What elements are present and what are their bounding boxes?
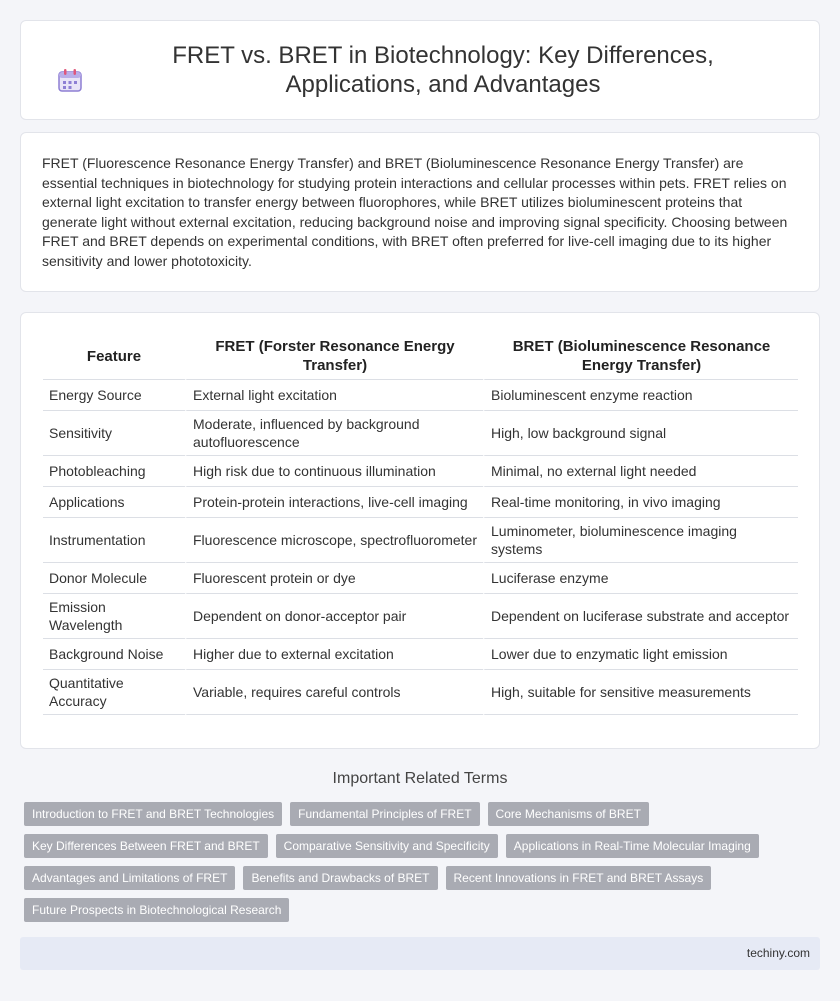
table-cell: Lower due to enzymatic light emission [483,639,798,670]
table-row [43,670,798,715]
related-term-tag[interactable]: Future Prospects in Biotechnological Research [24,898,289,922]
comparison-table-card [20,312,820,749]
related-term-tag[interactable]: Core Mechanisms of BRET [488,802,649,826]
table-cell: Donor Molecule [43,563,185,594]
table-cell: Dependent on donor-acceptor pair [185,594,483,639]
table-cell: High risk due to continuous illumination [185,456,483,487]
table-header-row [43,333,798,380]
intro-paragraph: FRET (Fluorescence Resonance Energy Transfer) and BRET (Bioluminescence Resonance Energy Transfer) are essential techniques in biotechnology for studying protein interactions and cellular processes within pets. FRET relies on external light excitation to transfer energy between fluorophores, while BRET utilizes bioluminescent proteins that generate light without external excitation, reducing background noise and improving signal specificity. Choosing between FRET and BRET depends on experimental conditions, with BRET often preferred for live-cell imaging due to its higher sensitivity and lower phototoxicity. [42,155,788,269]
table-row [43,518,798,563]
table-cell: Luciferase enzyme [483,563,798,594]
table-cell: Fluorescent protein or dye [185,563,483,594]
table-row [43,563,798,594]
table-row [43,411,798,456]
table-cell: Instrumentation [43,518,185,563]
table-cell: External light excitation [185,380,483,411]
table-cell: Moderate, influenced by background autofluorescence [185,411,483,456]
table-row [43,380,798,411]
table-cell: Luminometer, bioluminescence imaging systems [483,518,798,563]
table-cell: High, suitable for sensitive measurements [483,670,798,715]
related-term-tag[interactable]: Key Differences Between FRET and BRET [24,834,268,858]
table-cell: Sensitivity [43,411,185,456]
related-term-tag[interactable]: Comparative Sensitivity and Specificity [276,834,498,858]
table-row [43,639,798,670]
related-term-tag[interactable]: Introduction to FRET and BRET Technologies [24,802,282,826]
calendar-icon [57,67,83,93]
comparison-table [43,333,798,715]
table-cell: Quantitative Accuracy [43,670,185,715]
table-cell: High, low background signal [483,411,798,456]
table-cell: Protein-protein interactions, live-cell imaging [185,487,483,518]
table-header-cell: Feature [43,333,185,380]
table-cell: Dependent on luciferase substrate and acceptor [483,594,798,639]
related-term-tag[interactable]: Recent Innovations in FRET and BRET Assays [446,866,712,890]
table-cell: Minimal, no external light needed [483,456,798,487]
related-term-tag[interactable]: Benefits and Drawbacks of BRET [243,866,437,890]
table-row [43,487,798,518]
related-terms-title: Important Related Terms [332,770,508,787]
table-cell: Fluorescence microscope, spectrofluorometer [185,518,483,563]
table-cell: Applications [43,487,185,518]
table-cell: Emission Wavelength [43,594,185,639]
related-term-tag[interactable]: Advantages and Limitations of FRET [24,866,235,890]
table-row [43,456,798,487]
tag-row [24,834,804,858]
footer-site-link[interactable]: techiny.com [746,946,810,960]
table-cell: Real-time monitoring, in vivo imaging [483,487,798,518]
tag-row [24,898,804,922]
footer [20,937,820,970]
page-title: FRET vs. BRET in Biotechnology: Key Differences, Applications, and Advantages [172,42,714,98]
table-cell: Variable, requires careful controls [185,670,483,715]
table-cell: Background Noise [43,639,185,670]
header-card [20,20,820,120]
table-cell: Higher due to external excitation [185,639,483,670]
tag-row [24,802,804,826]
related-term-tag[interactable]: Fundamental Principles of FRET [290,802,479,826]
table-header-cell: FRET (Forster Resonance Energy Transfer) [185,333,483,380]
table-row [43,594,798,639]
tag-row [24,866,804,890]
table-cell: Photobleaching [43,456,185,487]
table-cell: Energy Source [43,380,185,411]
related-term-tag[interactable]: Applications in Real-Time Molecular Imaging [506,834,759,858]
intro-card [20,132,820,292]
related-terms-list [24,802,804,930]
table-header-cell: BRET (Bioluminescence Resonance Energy Transfer) [483,333,798,380]
table-cell: Bioluminescent enzyme reaction [483,380,798,411]
